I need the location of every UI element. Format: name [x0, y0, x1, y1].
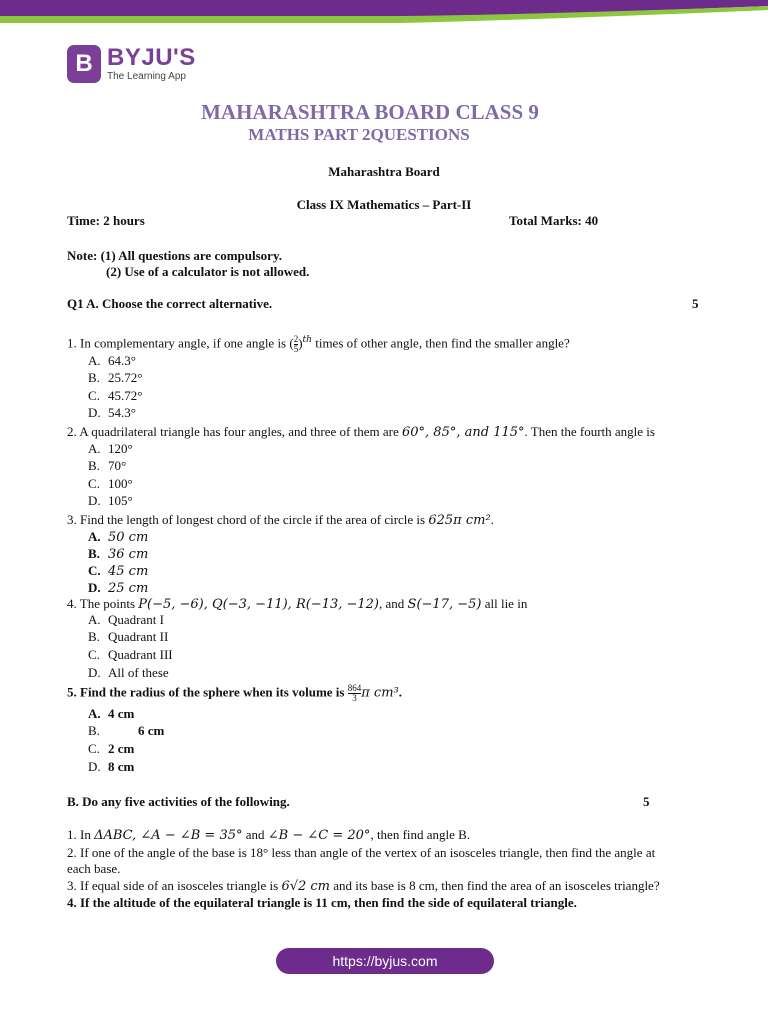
exam-time: Time: 2 hours [67, 213, 145, 228]
q1-option-c: C. 45.72° [88, 388, 143, 403]
question-3: 3. Find the length of longest chord of the circle if the area of circle is 625π cm². [67, 512, 494, 528]
q5-option-a: A. 4 cm [88, 706, 135, 721]
page-title: MAHARASHTRA BOARD CLASS 9 [201, 100, 539, 124]
section-b-marks: 5 [643, 794, 650, 809]
website-link[interactable]: https://byjus.com [276, 948, 494, 974]
q3-option-c: C. 45 cm [88, 563, 149, 579]
q4-option-c: C. Quadrant III [88, 647, 173, 662]
q4-option-a: A. Quadrant I [88, 612, 164, 627]
section-a-marks: 5 [692, 296, 699, 311]
logo-tagline: The Learning App [107, 71, 186, 82]
note-2: (2) Use of a calculator is not allowed. [106, 264, 310, 279]
q2-option-a: A. 120° [88, 441, 133, 456]
note-1: Note: (1) All questions are compulsory. [67, 248, 282, 263]
q2-option-d: D. 105° [88, 493, 133, 508]
top-banner [0, 0, 768, 24]
q1-option-b: B. 25.72° [88, 370, 143, 385]
question-1: 1. In complementary angle, if one angle is ( $\frac{2}{5}$ )$^{th}$ times of other angle, then find the smaller angle? [67, 333, 570, 354]
q5-option-c: C. 2 cm [88, 741, 135, 756]
question-5: 5. Find the radius of the sphere when its volume is $\frac{864}{3}$ π cm³. [67, 683, 402, 703]
question-2: 2. A quadrilateral triangle has four angles, and three of them are 60°, 85°, and 115°. Then the fourth angle is [67, 424, 655, 440]
q5-option-d: D. 8 cm [88, 759, 135, 774]
q4-option-d: D. All of these [88, 665, 169, 680]
class-title: Class IX Mathematics – Part-II [296, 197, 472, 212]
q1-option-a: A. 64.3° [88, 353, 136, 368]
byjus-logo [67, 45, 196, 83]
q2-option-c: C. 100° [88, 476, 133, 491]
question-4: 4. The points P(−5, −6), Q(−3, −11), R(−13, −12), and S(−17, −5) all lie in [67, 596, 528, 612]
logo-mark: B [67, 45, 101, 83]
logo-name: BYJU'S [107, 44, 196, 71]
activity-2-line2: each base. [67, 861, 121, 876]
exam-total-marks: Total Marks: 40 [509, 213, 599, 228]
q3-option-d: D. 25 cm [88, 580, 149, 596]
section-b-heading: B. Do any five activities of the following. [67, 794, 290, 809]
board-name: Maharashtra Board [328, 164, 440, 179]
q3-option-b: B. 36 cm [88, 546, 149, 562]
q2-option-b: B. 70° [88, 458, 127, 473]
section-a-heading: Q1 A. Choose the correct alternative. [67, 296, 273, 311]
activity-3: 3. If equal side of an isosceles triangle is 6√2 cm and its base is 8 cm, then find the area of an isosceles triangle? [67, 878, 660, 894]
activity-1: 1. In ΔABC, ∠A − ∠B = 35° and ∠B − ∠C = 20°, then find angle B. [67, 827, 471, 843]
activity-4: 4. If the altitude of the equilateral triangle is 11 cm, then find the side of equilateral triangle. [67, 895, 577, 910]
q1-option-d: D. 54.3° [88, 405, 136, 420]
activity-2-line1: 2. If one of the angle of the base is 18° less than angle of the vertex of an isosceles triangle, then find the angle at [67, 845, 656, 860]
q3-option-a: A. 50 cm [88, 529, 149, 545]
q5-option-b: B. 6 cm [88, 723, 165, 738]
page-subtitle: MATHS PART 2QUESTIONS [248, 125, 470, 144]
q4-option-b: B. Quadrant II [88, 629, 169, 644]
